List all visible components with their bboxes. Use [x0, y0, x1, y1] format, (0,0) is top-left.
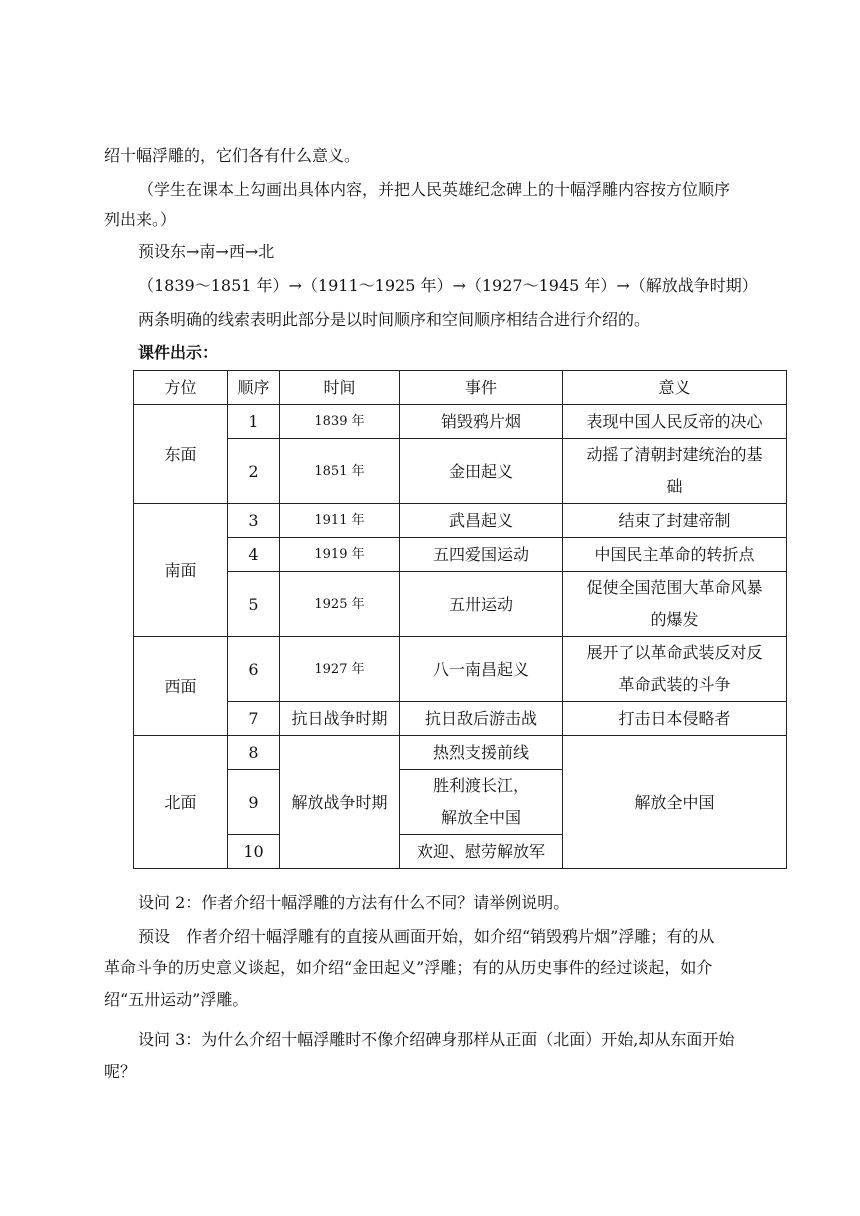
paragraph-line: 设问 2：作者介绍十幅浮雕的方法有什么不同？请举例说明。 [138, 893, 570, 912]
time-cell: 1925 年 [280, 572, 400, 637]
table-row [134, 538, 787, 572]
meaning-cell: 解放全中国 [563, 736, 787, 869]
table-header-row [134, 371, 787, 405]
meaning-cell: 结束了封建帝制 [563, 504, 787, 538]
meaning-cell: 中国民主革命的转折点 [563, 538, 787, 572]
paragraph-line: （学生在课本上勾画出具体内容，并把人民英雄纪念碑上的十幅浮雕内容按方位顺序 [138, 180, 731, 199]
header-cell: 时间 [280, 371, 400, 405]
header-cell: 意义 [563, 371, 787, 405]
header-cell: 事件 [400, 371, 563, 405]
order-cell: 4 [228, 538, 280, 572]
table-row [134, 439, 787, 504]
order-cell: 7 [228, 702, 280, 736]
event-cell: 五四爱国运动 [400, 538, 563, 572]
event-cell: 欢迎、慰劳解放军 [400, 835, 563, 869]
table-row [134, 504, 787, 538]
meaning-line: 动摇了清朝封建统治的基 [586, 445, 763, 464]
event-cell: 武昌起义 [400, 504, 563, 538]
order-cell: 9 [228, 770, 280, 835]
time-cell: 1839 年 [280, 405, 400, 439]
meaning-cell: 打击日本侵略者 [563, 702, 787, 736]
meaning-cell: 表现中国人民反帝的决心 [563, 405, 787, 439]
order-cell: 2 [228, 439, 280, 504]
relief-table [133, 370, 787, 869]
event-cell: 销毁鸦片烟 [400, 405, 563, 439]
meaning-cell [563, 637, 787, 702]
header-cell: 顺序 [228, 371, 280, 405]
meaning-line: 革命武装的斗争 [618, 675, 731, 694]
order-cell: 5 [228, 572, 280, 637]
order-cell: 6 [228, 637, 280, 702]
meaning-cell [563, 439, 787, 504]
meaning-line: 展开了以革命武装反对反 [586, 643, 763, 662]
time-cell: 1851 年 [280, 439, 400, 504]
paragraph-line: 列出来。） [104, 210, 177, 229]
time-cell: 1919 年 [280, 538, 400, 572]
section-heading: 课件出示： [138, 343, 219, 362]
meaning-line: 的爆发 [650, 610, 699, 629]
order-cell: 1 [228, 405, 280, 439]
paragraph-line: 绍“五卅运动”浮雕。 [104, 990, 249, 1009]
header-cell: 方位 [134, 371, 228, 405]
event-cell: 热烈支援前线 [400, 736, 563, 770]
time-cell: 解放战争时期 [280, 736, 400, 869]
meaning-cell [563, 572, 787, 637]
paragraph-line: 预设 作者介绍十幅浮雕有的直接从画面开始，如介绍“销毁鸦片烟”浮雕；有的从 [138, 927, 715, 946]
event-line: 胜利渡长江， [432, 776, 529, 795]
table-row [134, 702, 787, 736]
event-cell: 抗日敌后游击战 [400, 702, 563, 736]
table-row [134, 572, 787, 637]
order-cell: 8 [228, 736, 280, 770]
paragraph-line: 革命斗争的历史意义谈起，如介绍“金田起义”浮雕；有的从历史事件的经过谈起，如介 [104, 958, 713, 977]
table-row [134, 736, 787, 770]
event-cell: 金田起义 [400, 439, 563, 504]
time-cell: 抗日战争时期 [280, 702, 400, 736]
order-cell: 3 [228, 504, 280, 538]
meaning-line: 促使全国范围大革命风暴 [586, 578, 763, 597]
meaning-line: 础 [666, 477, 683, 496]
event-line: 解放全中国 [440, 808, 521, 827]
direction-cell: 南面 [134, 504, 228, 637]
paragraph-line: 绍十幅浮雕的，它们各有什么意义。 [104, 146, 361, 165]
direction-cell: 北面 [134, 736, 228, 869]
order-cell: 10 [228, 835, 280, 869]
paragraph-line: （1839～1851 年）→（1911～1925 年）→（1927～1945 年）→（解放战争时期） [138, 276, 758, 295]
direction-cell: 东面 [134, 405, 228, 504]
paragraph-line: 设问 3：为什么介绍十幅浮雕时不像介绍碑身那样从正面（北面）开始,却从东面开始 [138, 1030, 735, 1049]
paragraph-line: 呢？ [104, 1062, 137, 1081]
paragraph-line: 预设东→南→西→北 [138, 242, 275, 261]
time-cell: 1911 年 [280, 504, 400, 538]
direction-cell: 西面 [134, 637, 228, 736]
paragraph-line: 两条明确的线索表明此部分是以时间顺序和空间顺序相结合进行介绍的。 [138, 310, 651, 329]
event-cell: 五卅运动 [400, 572, 563, 637]
event-cell [400, 770, 563, 835]
event-cell: 八一南昌起义 [400, 637, 563, 702]
table-row [134, 637, 787, 702]
table-row [134, 405, 787, 439]
time-cell: 1927 年 [280, 637, 400, 702]
